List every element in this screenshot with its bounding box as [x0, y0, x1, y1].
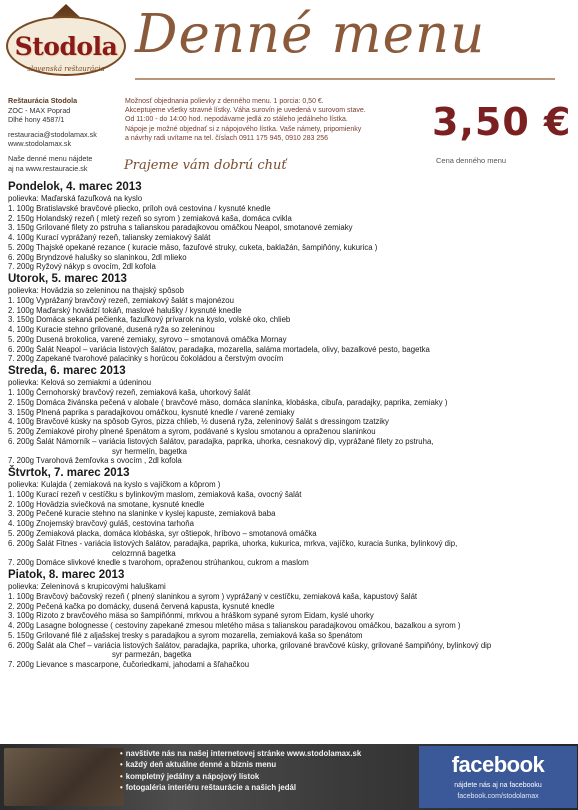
soup-line: polievka: Kulajda ( zemiaková na kyslo s vajíčkom a kôprom ) — [8, 480, 221, 490]
day-friday — [8, 568, 573, 670]
menu-item: 3. 150g Plnená paprika s paradajkovou omáčkou, kysnuté knedle / varené zemiaky — [8, 407, 295, 417]
footer-line-text[interactable]: navštívte nás na našej internetovej stránke www.stodolamax.sk — [125, 749, 362, 758]
soup-line: polievka: Kelová so zemiakmi a údeninou — [8, 378, 152, 388]
menu-item: 7. 200g Lievance s mascarpone, čučoriedkami, jahodami a šľahačkou — [8, 660, 250, 670]
menu-item: 1. 100g Kurací rezeň v cestíčku s bylinkovým maslom, zemiaková kaša, ovocný šalát — [8, 489, 302, 499]
bullet-icon: • — [120, 782, 123, 792]
facebook-url[interactable]: facebook.com/stodolamax — [457, 793, 539, 800]
menu-item: 3. 100g Rizoto z bravčového mäsa so šampiňónmi, mrkvou a hráškom sypané syrom Eidam, kyslé uhorky — [8, 611, 374, 621]
menu-item: 1. 100g Bravčový bačovský rezeň ( plnený slaninkou a syrom ) vyprážaný v cestíčku, zemiaková kaša, kapustový šalát — [8, 591, 418, 601]
day-heading: Streda, 6. marec 2013 — [8, 365, 126, 378]
day-heading: Pondelok, 4. marec 2013 — [8, 181, 142, 193]
restaurant-name: Reštaurácia Stodola — [8, 96, 78, 105]
footer-line-text: každý deň aktuálne denné a biznis menu — [125, 760, 277, 770]
stodola-logo — [4, 2, 128, 86]
menu-item-continuation: celozrnná bagetka — [112, 548, 176, 558]
footer-line-text: fotogaléria interiéru reštaurácie a našich jedál — [125, 782, 297, 792]
page-title: Denné menu — [135, 4, 486, 65]
tagline: Prajeme vám dobrú chuť — [124, 158, 287, 173]
footer-line — [120, 759, 420, 770]
footer-line — [120, 748, 420, 759]
menu-item: 2. 200g Pečená kačka po domácky, dusená červená kapusta, kysnuté knedle — [8, 601, 275, 611]
soup-line: polievka: Zeleninová s krupicovými haluškami — [8, 582, 166, 592]
menu-item: 6. 200g Šalát Námorník – variácia listových šalátov, paradajka, paprika, uhorka, cesnakový dip, vyprážané filety zo pstruha, — [8, 436, 434, 446]
menu-item: 2. 150g Holandský rezeň ( mletý rezeň so syrom ) zemiaková kaša, domáca cvikla — [8, 213, 292, 223]
weekly-menu — [8, 180, 573, 670]
web-link[interactable]: www.stodolamax.sk — [8, 139, 72, 149]
price-label: Cena denného menu — [436, 156, 507, 165]
notice-block — [125, 97, 425, 143]
menu-item: 3. 200g Pečené kuracie stehno na slaninke v kyslej kapuste, zemiaková baba — [8, 509, 276, 519]
facebook-logo: facebook — [451, 752, 545, 777]
bullet-icon: • — [120, 771, 123, 781]
notice-line: a návrhy radi uvítame na tel. číslach 0911 175 945, 0910 283 256 — [125, 134, 329, 142]
menu-item: 3. 150g Grilované filety zo pstruha s talianskou paradajkovou omáčkou Neapol, smotanové zemiaky — [8, 223, 353, 233]
title-divider — [135, 78, 555, 80]
menu-note-1: Naše denné menu nájdete — [8, 153, 93, 163]
menu-item-continuation: syr parmezán, bagetka — [112, 650, 192, 660]
menu-item: 4. 100g Znojemský bravčový guláš, cestovina tarhoňa — [8, 519, 194, 529]
menu-item: 5. 200g Zemiakové pirohy plnené špenátom a syrom, podávané s kyslou smotanou a opraženou slaninkou — [8, 427, 376, 437]
logo-subtitle: slovenská reštaurácia — [27, 65, 105, 73]
header — [0, 0, 578, 96]
menu-price: 3,50 € — [432, 100, 572, 144]
menu-item: 1. 100g Černohorský bravčový rezeň, zemiaková kaša, uhorkový šalát — [8, 388, 251, 398]
address-line-1: ZOC - MAX Poprad — [8, 105, 71, 115]
menu-item: 5. 200g Thajské opekané rezance ( kuracie mäso, fazuľové struky, cuketa, baklažán, šampiňóny, kukurica ) — [8, 242, 378, 252]
menu-item: 7. 200g Ryžový nákyp s ovocím, 2dl kofola — [8, 262, 156, 272]
menu-item: 6. 200g Šalát ala Chef – variácia listových šalátov, paradajka, paprika, uhorka, grilované bravčové kúsky, grilované šampiňóny, bylinkový dip — [8, 640, 492, 650]
menu-item: 5. 200g Dusená brokolica, varené zemiaky, syrovo – smotanová omáčka Mornay — [8, 334, 287, 344]
notice-line: Možnosť objednania polievky z denného menu. 1 porcia: 0,50 €. — [125, 98, 324, 105]
food-photo — [4, 748, 124, 806]
menu-item: 6. 200g Bryndzové halušky so slaninkou, 2dl mlieko — [8, 252, 187, 262]
menu-item: 5. 200g Zemiaková placka, domáca klobáska, syr oštiepok, hríbovo – smotanová omáčka — [8, 528, 317, 538]
menu-item: 4. 100g Kurací vyprážaný rezeň, taliansky zemiakový šalát — [8, 233, 211, 243]
menu-item: 4. 100g Kuracie stehno grilované, dusená ryža so zeleninou — [8, 325, 215, 335]
day-heading: Štvrtok, 7. marec 2013 — [8, 467, 130, 480]
menu-item: 2. 100g Maďarský hovädzí tokáň, maslové halušky / kysnuté knedle — [8, 305, 242, 315]
menu-item: 6. 200g Šalát Neapol – variácia listových šalátov, paradajka, mozarella, saláma mortadela, olivy, bazalkové pesto, bagetka — [8, 344, 430, 354]
footer-bullets — [120, 748, 420, 793]
menu-item: 7. 200g Tvarohová žemľovka s ovocím , 2dl kofola — [8, 456, 182, 466]
footer-line — [120, 771, 420, 782]
facebook-box[interactable] — [419, 746, 577, 808]
menu-item: 3. 150g Domáca sekaná pečienka, fazuľkový prívarok na kyslo, volské oko, chlieb — [8, 315, 291, 325]
soup-line: polievka: Maďarská fazuľková na kyslo — [8, 194, 143, 203]
bullet-icon: • — [120, 749, 123, 758]
menu-item: 5. 150g Grilované filé z aljašskej tresky s paradajkou a syrom mozarella, zemiaková kaša so špenátom — [8, 630, 363, 640]
footer-line — [120, 782, 420, 793]
notice-line: Akceptujeme všetky stravné lístky. Váha surovín je uvedená v surovom stave. — [125, 107, 366, 115]
logo-text: Stodola — [14, 32, 118, 61]
contact-block — [8, 96, 123, 173]
menu-note-2: aj na www.restauracie.sk — [8, 163, 88, 173]
day-wednesday — [8, 364, 573, 466]
menu-item: 2. 150g Domáca živánska pečená v alobale ( bravčové mäso, domáca slanínka, klobáska, cibuľa, paradajky, paprika, zemiaky ) — [8, 397, 448, 407]
soup-line: polievka: Hovädzia so zeleninou na thajský spôsob — [8, 286, 184, 296]
bullet-icon: • — [120, 760, 123, 770]
menu-item: 1. 100g Bratislavské bravčové pliecko, príloh ová cestovina / kysnuté knedle — [8, 203, 271, 213]
notice-line: Nápoje je možné objednať si z nápojového lístka. Vaše námety, pripomienky — [125, 125, 362, 133]
menu-item: 4. 200g Lasagne bolognesse ( cestoviny zapekané zmesou mletého mäsa s talianskou paradajkovou omáčkou, bazalkou a syrom ) — [8, 621, 461, 631]
day-heading: Piatok, 8. marec 2013 — [8, 569, 125, 582]
menu-item: 2. 100g Hovädzia sviečková na smotane, kysnuté knedle — [8, 499, 205, 509]
footer-line-text: kompletný jedálny a nápojový lístok — [125, 771, 260, 781]
menu-item: 1. 100g Vyprážaný bravčový rezeň, zemiakový šalát s majonézou — [8, 295, 234, 305]
day-heading: Utorok, 5. marec 2013 — [8, 273, 127, 286]
menu-item: 7. 200g Domáce slivkové knedle s tvarohom, opraženou strúhankou, cukrom a maslom — [8, 558, 309, 568]
notice-line: Od 11:00 - do 14:00 hod. nepodávame jedlá zo stáleho jedálneho lístka. — [125, 116, 348, 124]
day-tuesday — [8, 272, 573, 364]
day-monday — [8, 180, 573, 272]
menu-item: 6. 200g Šalát Fitnes - variácia listových šalátov, paradajka, paprika, uhorka, kukurica, mrkva, vajíčko, kuracia šunka, bylinkový dip, — [8, 538, 458, 548]
menu-item: 4. 100g Bravčové kúsky na spôsob Gyros, pizza chlieb, ½ dusená ryža, zeleninový šalát s dressingom tzatziky — [8, 417, 389, 427]
address-line-2: Dlhé hony 4587/1 — [8, 115, 65, 125]
email-link[interactable]: restauracia@stodolamax.sk — [8, 129, 97, 139]
facebook-note: nájdete nás aj na facebooku — [454, 782, 542, 789]
menu-item: 7. 200g Zapekané tvarohové palacinky s horúcou čokoládou a čerstvým ovocím — [8, 354, 284, 364]
day-thursday — [8, 466, 573, 568]
menu-item-continuation: syr hermelín, bagetka — [112, 446, 187, 456]
